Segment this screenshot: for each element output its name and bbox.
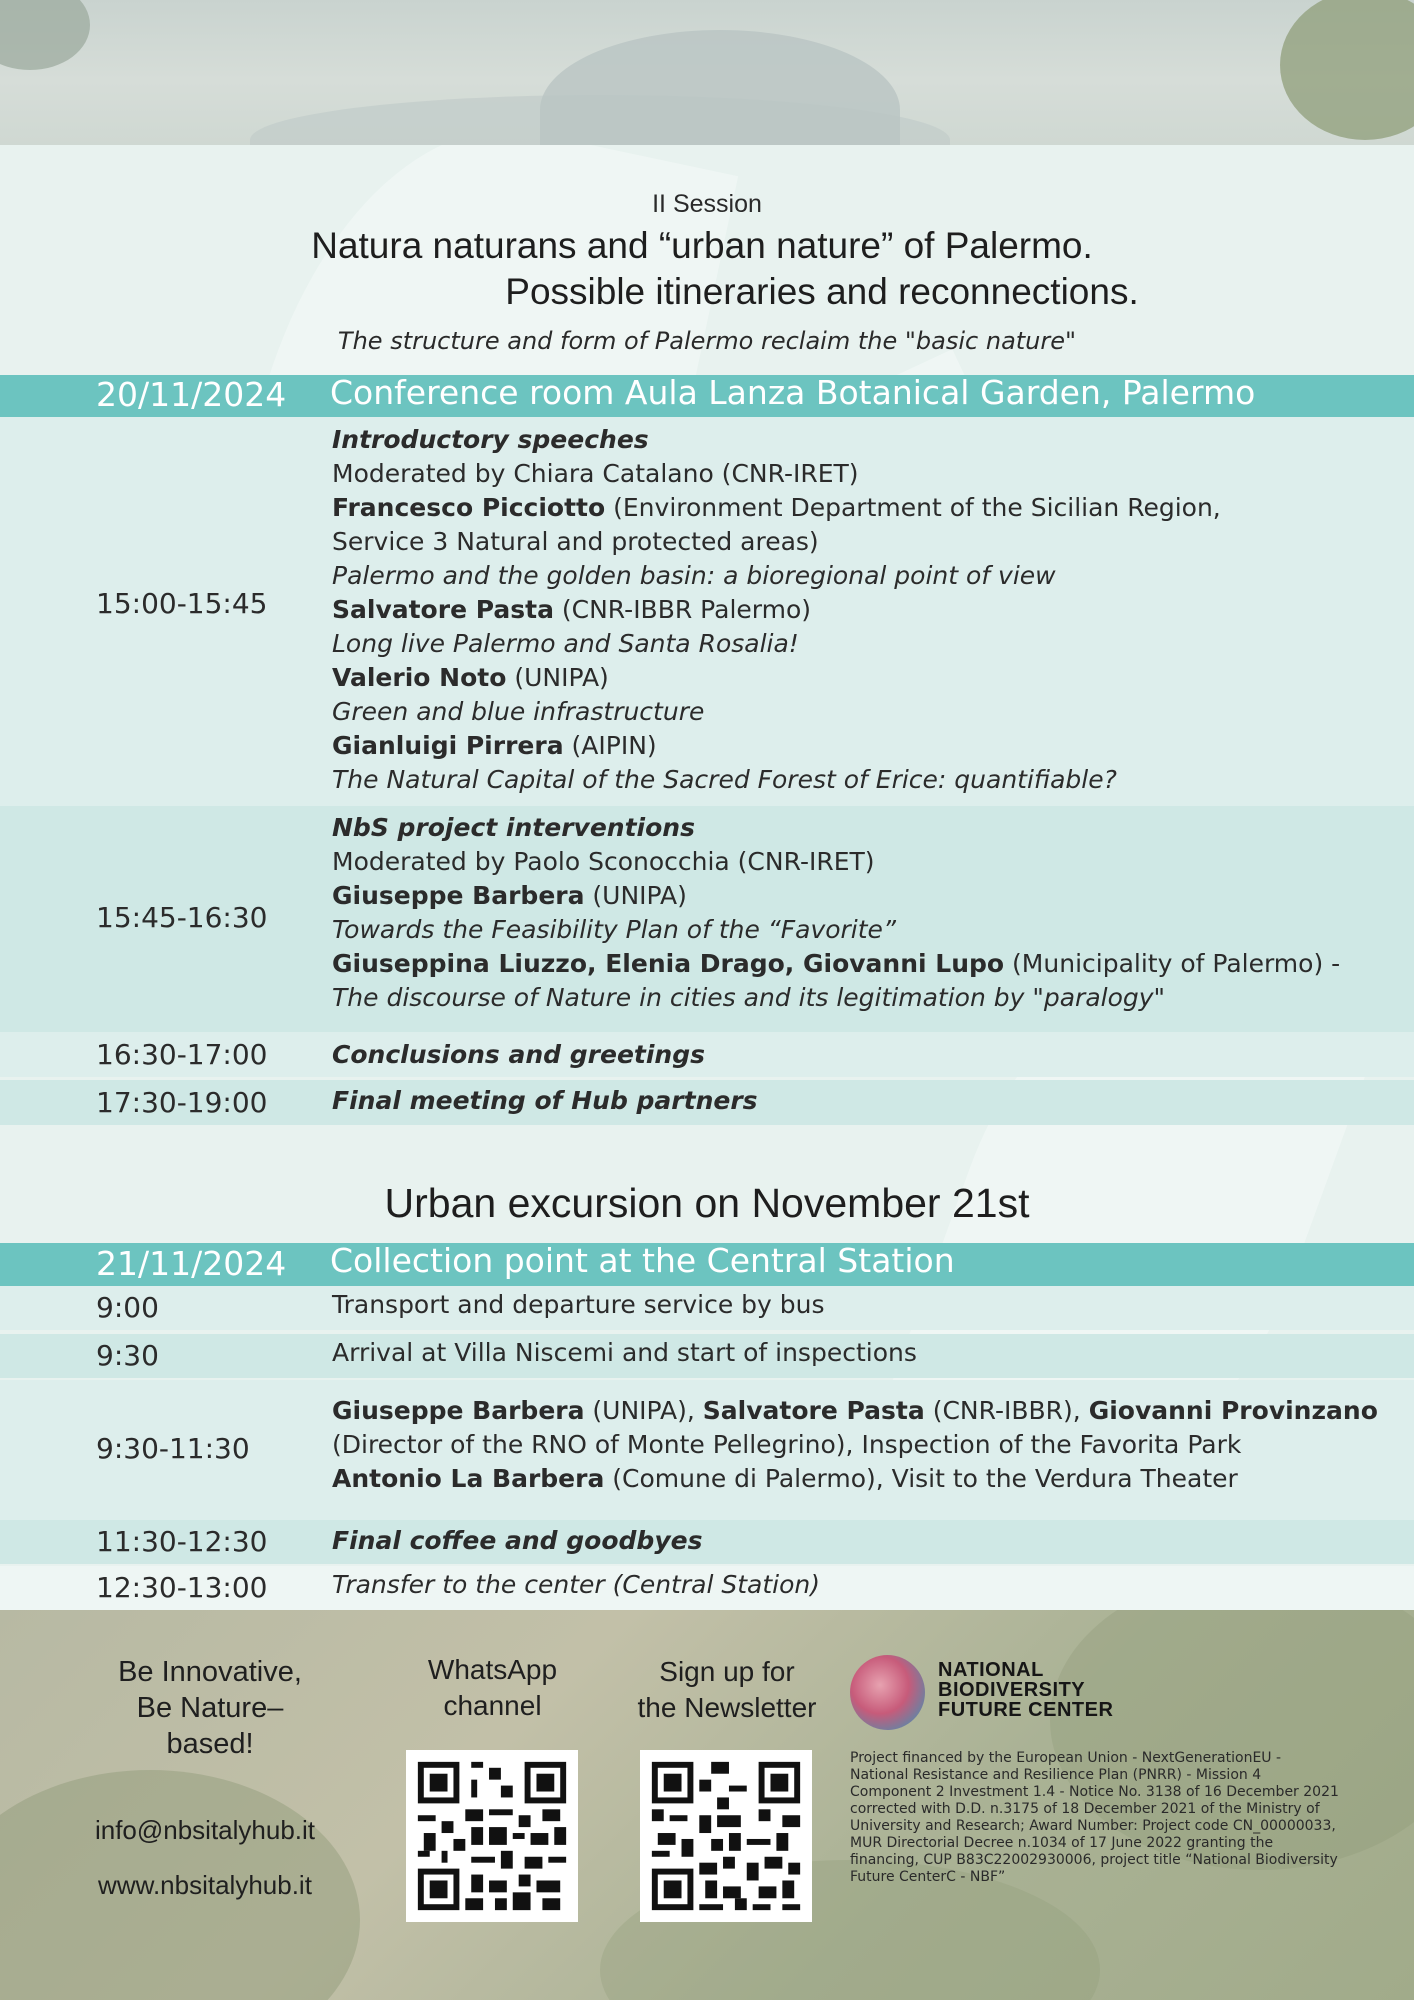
row-heading: NbS project interventions — [332, 813, 695, 842]
speaker-affiliation: (CNR-IBBR Palermo) — [553, 595, 812, 624]
speaker-name: Giuseppe Barbera — [332, 1396, 585, 1425]
row-content — [332, 811, 1340, 1015]
row-time: 12:30-13:00 — [96, 1571, 268, 1604]
slogan-line: Be Innovative, — [118, 1656, 302, 1688]
slogan-line: Be Nature– — [136, 1692, 284, 1724]
speaker-affiliation: (UNIPA) — [506, 663, 609, 692]
session-title-line1: Natura naturans and “urban nature” of Palermo. — [311, 225, 1093, 266]
row-time: 9:30-11:30 — [96, 1432, 250, 1465]
row-time: 9:00 — [96, 1291, 159, 1324]
schedule-row — [0, 806, 1414, 1032]
slogan-line: based! — [166, 1728, 254, 1760]
excursion-title: Urban excursion on November 21st — [384, 1180, 1030, 1226]
speaker-affiliation: (Comune di Palermo), Visit to the Verdura Theater — [604, 1464, 1238, 1493]
talk-title: The discourse of Nature in cities and its legitimation by "paralogy" — [332, 983, 1166, 1012]
nbfc-logo-icon — [850, 1655, 925, 1730]
whatsapp-label-line: WhatsApp — [427, 1654, 558, 1685]
whatsapp-label — [400, 1652, 585, 1724]
website-link[interactable]: www.nbsitalyhub.it — [98, 1870, 312, 1900]
footer — [0, 1610, 1414, 2000]
row-time: 15:00-15:45 — [96, 587, 268, 620]
day2-place: Collection point at the Central Station — [330, 1241, 955, 1280]
session-label: II Session — [652, 190, 762, 218]
speaker-name: Valerio Noto — [332, 663, 507, 692]
day2-date: 21/11/2024 — [96, 1244, 287, 1283]
session-title-line2: Possible itineraries and reconnections. — [505, 271, 1139, 312]
row-text: Conclusions and greetings — [332, 1040, 706, 1069]
nbfc-logo-text — [938, 1660, 1113, 1720]
speaker-name: Giovanni Provinzano — [1088, 1396, 1378, 1425]
row-text: Transfer to the center (Central Station) — [332, 1570, 820, 1599]
talk-title: Long live Palermo and Santa Rosalia! — [332, 629, 799, 658]
newsletter-qr-code[interactable] — [640, 1750, 812, 1922]
speaker-affiliation: (AIPIN) — [563, 731, 657, 760]
day1-place: Conference room Aula Lanza Botanical Garden, Palermo — [330, 373, 1256, 412]
whatsapp-qr-code[interactable] — [406, 1750, 578, 1922]
speaker-affiliation-cont: Service 3 Natural and protected areas) — [332, 527, 819, 556]
schedule-row — [0, 1520, 1414, 1564]
day1-header-bar — [0, 375, 1414, 417]
speaker-name: Giuseppina Liuzzo, Elenia Drago, Giovanni Lupo — [332, 949, 1005, 978]
row-time: 16:30-17:00 — [96, 1038, 268, 1071]
row-time: 9:30 — [96, 1339, 159, 1372]
schedule-row — [0, 1032, 1414, 1077]
newsletter-label-line: Sign up for — [659, 1656, 795, 1687]
talk-title: Green and blue infrastructure — [332, 697, 705, 726]
speaker-affiliation: (CNR-IBBR), — [924, 1396, 1089, 1425]
row-heading: Introductory speeches — [332, 425, 649, 454]
row-text: Transport and departure service by bus — [332, 1290, 825, 1319]
row-time: 17:30-19:00 — [96, 1086, 268, 1119]
program-area — [0, 145, 1414, 1610]
moderator: Moderated by Paolo Sconocchia (CNR-IRET) — [332, 847, 875, 876]
speaker-name: Salvatore Pasta — [332, 595, 554, 624]
slogan — [70, 1654, 350, 1762]
schedule-row — [0, 1566, 1414, 1610]
newsletter-label — [612, 1654, 842, 1726]
speaker-name: Salvatore Pasta — [702, 1396, 925, 1425]
speaker-affiliation: (UNIPA) — [584, 881, 687, 910]
speaker-affiliation: (Environment Department of the Sicilian Region, — [605, 493, 1221, 522]
day2-header-bar — [0, 1243, 1414, 1286]
row-line: (Director of the RNO of Monte Pellegrino), Inspection of the Favorita Park — [332, 1430, 1242, 1459]
whatsapp-label-line: channel — [443, 1690, 542, 1721]
session-subtitle: The structure and form of Palermo reclaim the "basic nature" — [337, 327, 1077, 355]
talk-title: Towards the Feasibility Plan of the “Favorite” — [332, 915, 896, 944]
schedule-row — [0, 1080, 1414, 1125]
session-title — [0, 223, 1414, 315]
row-text: Arrival at Villa Niscemi and start of inspections — [332, 1338, 917, 1367]
row-content — [332, 1394, 1378, 1496]
row-text: Final meeting of Hub partners — [332, 1086, 758, 1115]
talk-title: Palermo and the golden basin: a bioregional point of view — [332, 561, 1056, 590]
logo-line: NATIONAL — [938, 1659, 1044, 1681]
schedule-row — [0, 417, 1414, 806]
row-text: Final coffee and goodbyes — [332, 1526, 703, 1555]
row-content — [332, 423, 1221, 797]
schedule-row — [0, 1286, 1414, 1330]
funding-statement: Project financed by the European Union - NextGenerationEU - National Resistance and Resilience Plan (PNRR) - Mission 4 Component 2 Investment 1.4 - Notice No. 3138 of 16 December 2021 corrected with D.D. n.3175 of 18 December 2021 of the Ministry of University and Research; Award Number: Project code CN_00000033, MUR Directorial Decree n.1034 of 17 June 2022 granting the financing, CUP B83C22002930006, project title “National Biodiversity Future CenterC - NBF” — [850, 1750, 1339, 1885]
schedule-row — [0, 1334, 1414, 1378]
header-landscape-image — [0, 0, 1414, 145]
moderator: Moderated by Chiara Catalano (CNR-IRET) — [332, 459, 859, 488]
speaker-name: Gianluigi Pirrera — [332, 731, 564, 760]
speaker-name: Giuseppe Barbera — [332, 881, 585, 910]
schedule-row — [0, 1380, 1414, 1520]
speaker-name: Antonio La Barbera — [332, 1464, 605, 1493]
logo-line: FUTURE CENTER — [938, 1699, 1114, 1721]
speaker-affiliation: (UNIPA), — [584, 1396, 703, 1425]
row-time: 15:45-16:30 — [96, 901, 268, 934]
logo-line: BIODIVERSITY — [938, 1679, 1086, 1701]
row-time: 11:30-12:30 — [96, 1525, 268, 1558]
speaker-affiliation: (Municipality of Palermo) - — [1004, 949, 1341, 978]
contact-email-link[interactable]: info@nbsitalyhub.it — [94, 1815, 316, 1845]
newsletter-label-line: the Newsletter — [637, 1692, 817, 1723]
talk-title: The Natural Capital of the Sacred Forest of Erice: quantifiable? — [332, 765, 1117, 794]
day1-date: 20/11/2024 — [96, 375, 287, 414]
speaker-name: Francesco Picciotto — [332, 493, 606, 522]
